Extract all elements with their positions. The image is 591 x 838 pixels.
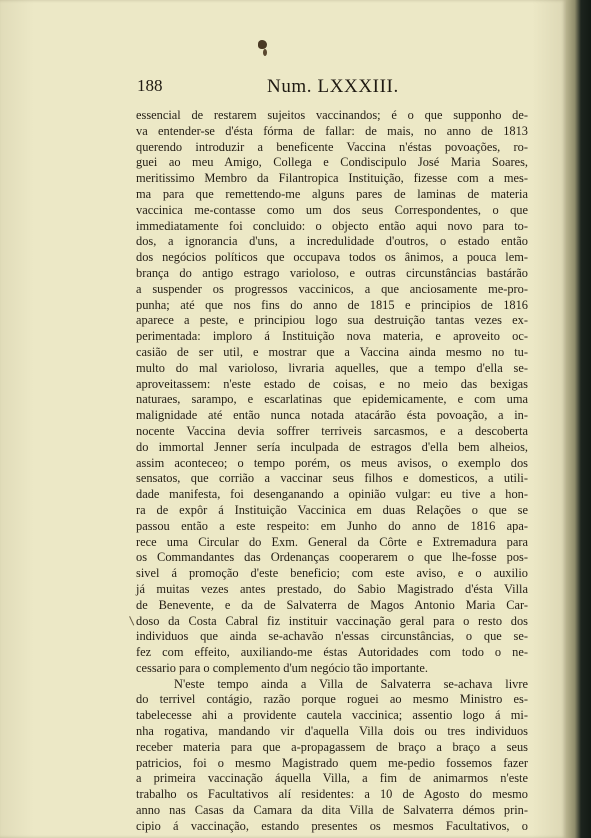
text-line: nocente Vaccina devia soffrer terriveis sarcasmos, e a descoberta xyxy=(136,423,528,438)
text-line: a suspender os progressos vaccinicos, a que anciosamente me-pro- xyxy=(136,281,528,296)
text-line: receber materia para que a-propagassem de braço a braço a seus xyxy=(136,739,528,754)
text-line: passou então a este respeito: em Junho do anno de 1816 apa- xyxy=(136,518,528,533)
text-line: nha rogativa, mandando vir d'aquella Villa dois ou tres individuos xyxy=(136,724,528,739)
text-line: cessario para o complemento d'um negócio tão importante. xyxy=(136,660,428,675)
text-line: a primeira vaccinação áquella Villa, a fim de animarmos n'este xyxy=(136,771,528,786)
text-line: aparece a peste, e principiou logo sua destruição tantas vezes ex- xyxy=(136,313,528,328)
text-line: punha; até que nos fins do anno de 1815 e principios de 1816 xyxy=(136,297,528,312)
text-line: aproveitassem: n'este estado de coisas, e no meio das bexigas xyxy=(136,376,528,391)
page-header xyxy=(137,76,525,98)
text-line: vaccinica me-contasse como um dos seus Correspondentes, o que xyxy=(136,202,528,217)
page-number: 188 xyxy=(137,76,163,95)
text-line: dos, a ignorancia d'uns, a incredulidade d'outros, o estado então xyxy=(136,234,528,249)
text-line: assim aconteceo; o tempo porém, os meus avisos, o exemplo dos xyxy=(136,455,528,470)
text-line: doso da Costa Cabral fiz instituir vaccinação geral para o resto dos xyxy=(136,613,528,628)
text-line: va entender-se d'ésta fórma de fallar: de mais, no anno de 1813 xyxy=(136,123,528,138)
text-line: anno nas Casas da Camara da dita Villa de Salvaterra démos prin- xyxy=(136,803,528,818)
text-line: dade manifesta, foi desenganando a opinião vulgar: eu tive a hon- xyxy=(136,487,528,502)
text-line: rece uma Circular do Exm. General da Côrte e Extremadura para xyxy=(136,534,528,549)
text-line: essencial de restarem sujeitos vaccinandos; é o que supponho de- xyxy=(136,108,528,122)
text-line: individuos que ainda se-achavão n'essas circunstâncias, o que se- xyxy=(136,629,528,644)
text-line: tabelecesse ahi a providente cautela vaccinica; assentio logo á mi- xyxy=(136,708,528,723)
text-line: casião de ser util, e mostrar que a Vaccina ainda mesmo no tu- xyxy=(136,344,528,359)
text-line: trabalho os Facultativos alí residentes: a 10 de Agosto do mesmo xyxy=(136,787,528,802)
text-line: immediatamente foi concluido: o objecto então aqui novo para to- xyxy=(136,218,528,233)
text-line: meritissimo Membro da Filantropica Instituição, fizesse com a mes- xyxy=(136,171,528,186)
text-line: dos negócios políticos que occupava todos os ânimos, a pouca lem- xyxy=(136,250,528,265)
text-line: do immortal Jenner sería inculpada de estragos d'ella bem alheios, xyxy=(136,439,528,454)
text-line: cipio á vaccinação, estando presentes os mesmos Facultativos, o xyxy=(136,818,528,833)
text-line: brança do antigo estrago varioloso, e outras circunstâncias bastárão xyxy=(136,265,528,280)
body-text xyxy=(136,108,528,835)
text-line: malignidade até então nunca notada atacárão ésta povoação, a in- xyxy=(136,408,528,423)
ink-blot xyxy=(258,40,267,49)
text-line: de Benevente, e da de Salvaterra de Magos Antonio Maria Car- xyxy=(136,597,528,612)
text-line: sivel á promoção d'este beneficio; com este aviso, e o auxilio xyxy=(136,566,528,581)
text-line: querendo introduzir a beneficente Vaccina n'éstas povoações, ro- xyxy=(136,139,528,154)
ink-blot-tail xyxy=(263,49,267,56)
text-line: patricios, foi o mesmo Magistrado quem me-pedio fossemos fazer xyxy=(136,755,528,770)
binding-edge xyxy=(566,0,591,838)
text-line: os Commandantes das Ordenanças cooperarem o que lhe-fosse pos- xyxy=(136,550,528,565)
text-line: sensatos, que corrião a vaccinar seus filhos e domesticos, a utili- xyxy=(136,471,528,486)
paragraph-first-line: N'este tempo ainda a Villa de Salvaterra se-achava livre xyxy=(174,676,528,691)
text-line: fez com effeito, auxiliando-me éstas Autoridades com todo o ne- xyxy=(136,645,528,660)
running-title: Num. LXXXIII. xyxy=(267,76,399,97)
text-line: guei ao meu Amigo, Collega e Condiscipulo José Maria Soares, xyxy=(136,155,528,170)
text-line: ra de expôr á Instituição Vaccinica em duas Relações o que se xyxy=(136,502,528,517)
text-line: ma para que remettendo-me alguns pares de laminas de materia xyxy=(136,186,528,201)
text-line: do terrivel contágio, razão porque roguei ao mesmo Ministro es- xyxy=(136,692,528,707)
text-line: perimentada: imploro á Instituição nova materia, e aproveito oc- xyxy=(136,329,528,344)
text-line: multo do mal varioloso, livraria aquelles, que a tempo d'ella se- xyxy=(136,360,528,375)
text-line: naturaes, sarampo, e escarlatinas que epidemicamente, e com uma xyxy=(136,392,528,407)
text-line: já muitas vezes antes prestado, do Sabio Magistrado d'ésta Villa xyxy=(136,581,528,596)
